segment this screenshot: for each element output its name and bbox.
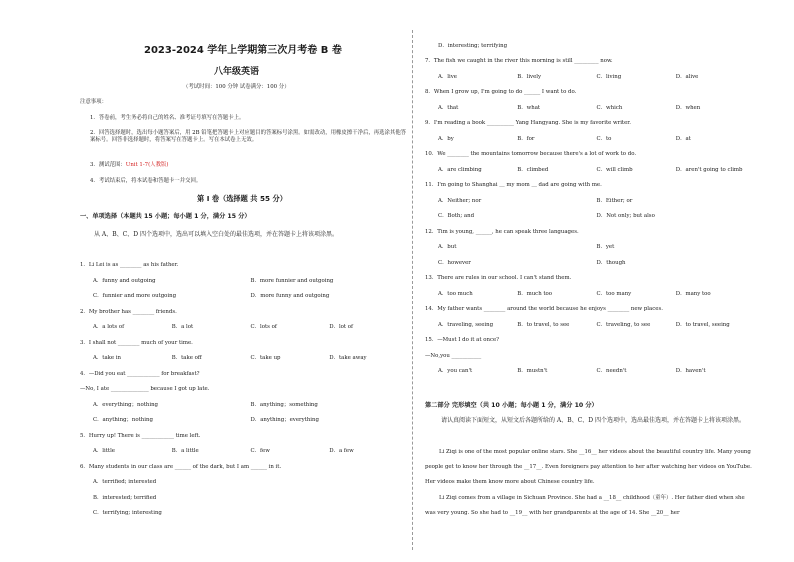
section-1-heading: 第 I 卷（选择题 共 55 分） [197,194,287,203]
answer-option: C．too many [596,290,632,297]
answer-option: B．what [517,104,541,111]
answer-option: B．take off [171,355,202,361]
question-stem-line-2: —No, I ate ______________ because I got up late. [80,386,210,392]
answer-option: B．for [517,135,535,142]
answer-option: C．take up [250,355,281,361]
part-1-heading: 一、单项选择（本题共 15 小题；每小题 1 分，满分 15 分） [80,213,251,220]
answer-option: C．terrifying; interesting [93,510,162,516]
answer-option: C．anything；nothing [93,417,153,423]
answer-option: B．interested; terrified [93,494,157,501]
question-stem: 1．Li Lei is as ________ as his father. [80,262,179,268]
answer-option: C．living [596,73,622,80]
answer-option: C．however [438,259,471,266]
answer-option: D．take away [329,355,367,361]
answer-option: B．anything；something [250,401,318,408]
question-stem: 12．Tim is young, ______, he can speak three languages. [425,228,579,235]
answer-option: B．a little [171,448,199,454]
answer-option: A．that [438,104,459,111]
question-stem: 5．Hurry up! There is ____________ time left. [80,432,201,439]
question-stem: 7．The fish we caught in the river this morning is still _________ now. [425,58,613,64]
answer-option: A．live [438,73,457,80]
question-stem: 10．We ________ the mountains tomorrow because there's a lot of work to do. [425,151,637,157]
answer-option: D．more funny and outgoing [250,293,330,299]
question-stem: 13．There are rules in our school. I can't stand them. [425,275,572,281]
exam-info: （考试时间：100 分钟 试卷满分：100 分） [183,84,290,90]
answer-option: C．which [596,104,623,111]
answer-option: A．everything；nothing [93,401,159,408]
answer-option: A．you can't [438,368,473,374]
answer-option: C．Both; and [438,213,475,219]
answer-option: C．needn't [596,368,627,374]
question-stem: 2．My brother has ________ friends. [80,308,177,315]
answer-option: C．traveling, to see [596,321,651,328]
answer-option: D．at [675,135,691,142]
question-stem: 11．I'm going to Shanghai ＿ my mom ＿ dad are going with me. [425,182,602,188]
answer-option: A．terrified; interested [93,479,157,485]
answer-option: C．lots of [250,324,277,330]
answer-option: D．lot of [329,324,354,330]
answer-option: A．take in [93,355,122,361]
part-2-heading: 第二部分 完形填空（共 10 小题；每小题 1 分，满分 10 分） [425,402,598,409]
cloze-paragraph-2: Li Ziqi comes from a village in Sichuan Province. She had a __18__ childhood（童年）. Her father died when she was very young. So she had to __19__ with her grandparents at the age of 14. She __20__ her [425,495,745,516]
answer-option: A．Neither; nor [438,197,482,204]
note-3-label: 3．测试范围： [90,162,126,168]
answer-option: D．aren't going to climb [675,166,743,173]
answer-option: C．funnier and more outgoing [93,293,177,299]
answer-option: D．a few [329,448,354,454]
q6-option-d: D．interesting; terrifying [438,43,508,49]
answer-option: A．are climbing [438,166,482,173]
question-stem-line-2: —No,you ___________ [425,352,482,359]
exam-subject: 八年级英语 [214,67,260,77]
column-divider [412,30,413,550]
answer-option: A．funny and outgoing [93,277,156,284]
answer-option: B．a lot [171,324,194,330]
answer-option: D．haven't [675,368,706,374]
note-2: 2．回答选择题时，选出每小题答案后，用 2B 铅笔把答题卡上对应题目的答案标号涂黑。如需改动，用橡皮擦干净后，再选涂其他答案标号。回答非选择题时，将答案写在答题卡上。写在本试卷上无效。 [90,130,407,143]
question-stem: 8．When I grow up, I'm going to do ______ I want to do. [425,89,577,95]
answer-option: A．a lots of [93,324,125,330]
answer-option: A．but [438,244,457,250]
answer-option: B．lively [517,73,542,80]
part-1-instruction: 从 A、B、C、D 四个选项中，选出可以填入空白处的最佳选项，并在答题卡上将该项涂黑。 [94,231,338,238]
answer-option: B．to travel, to see [517,321,570,328]
note-4: 4．考试结束后，将本试卷和答题卡一并交回。 [90,178,202,184]
answer-option: D．Not only; but also [596,213,655,219]
answer-option: B．more funnier and outgoing [250,277,334,284]
answer-option: D．alive [675,73,699,80]
answer-option: D．many too [675,290,711,297]
answer-option: B．Either; or [596,197,633,204]
question-stem: 4．—Did you eat ____________ for breakfast? [80,370,200,377]
part-2-instruction: 请认真阅读下面短文，从短文后各题所给的 A、B、C、D 四个选项中，选出最佳选项，并在答题卡上将该项涂黑。 [441,417,745,424]
question-stem: 6．Many students in our class are ______ of the dark, but I am ______ in it. [80,463,282,470]
note-1: 1．答卷前，考生务必将自己的姓名、准考证号填写在答题卡上。 [90,115,245,121]
test-scope: Unit 1-7(人教版) [125,162,169,168]
answer-option: A．by [438,135,454,142]
answer-option: B．climbed [517,166,549,173]
answer-option: B．mustn't [517,368,548,374]
answer-option: B．yet [596,244,615,250]
answer-option: D．to travel, seeing [675,321,730,328]
answer-option: D．though [596,259,626,266]
notes-heading: 注意事项： [80,99,107,105]
question-stem: 9．I'm reading a book __________ Yang Hangyang. She is my favorite writer. [425,120,631,126]
cloze-paragraph-1: Li Ziqi is one of the most popular online stars. She __16__ her videos about the beautiful country life. Many young people get to know her through the __17__. Even foreigners pay attention to her after watching her videos on YouTube. Her videos make them know more about Chinese country life. [425,449,752,485]
answer-option: C．to [596,135,612,142]
answer-option: C．will climb [596,166,633,173]
answer-option: D．when [675,104,701,111]
answer-option: C．few [250,448,270,454]
exam-title: 2023-2024 学年上学期第三次月考卷 B 卷 [144,45,342,56]
answer-option: B．much too [517,290,553,297]
answer-option: A．traveling, seeing [438,321,494,328]
question-stem: 15．—Must I do it at once? [425,337,500,343]
note-3 [90,162,168,169]
answer-option: A．little [93,448,115,454]
question-stem: 14．My father wants ________ around the world because he enjoys ________ new places. [425,306,663,312]
answer-option: D．anything；everything [250,417,319,423]
answer-option: A．too much [438,290,473,297]
question-stem: 3．I shall not ________ much of your time. [80,339,193,346]
